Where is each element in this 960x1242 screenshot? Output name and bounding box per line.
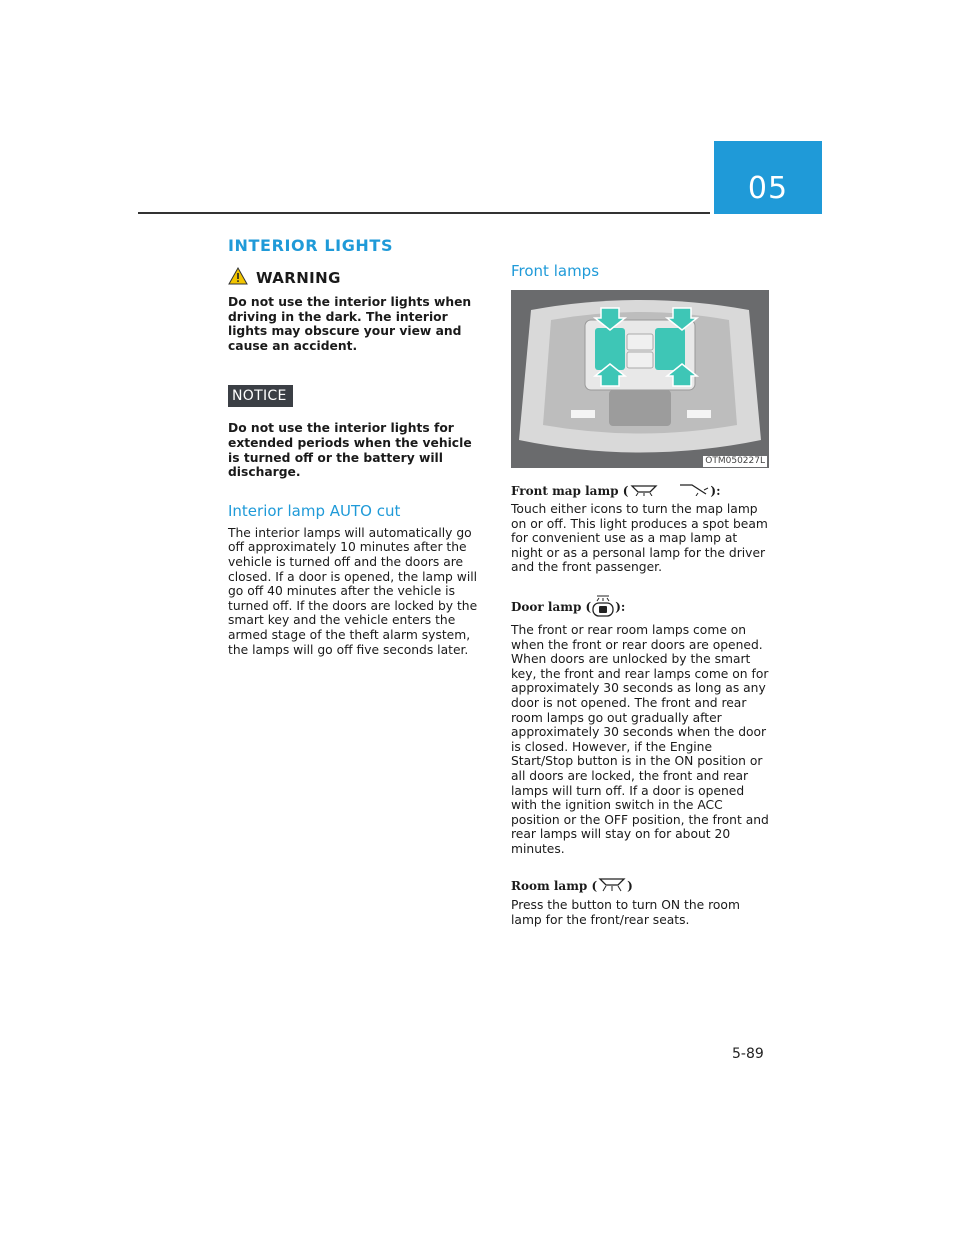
left-map-lamp-icon [628,482,660,499]
room-lamp-text: Press the button to turn ON the room lamp for the front/rear seats. [511,898,740,928]
map-lamp-text: Touch either icons to turn the map lamp on or off. This light produces a spot beam for convenient use as a map lamp at night or as a personal lamp for the driver and the front passenger. [511,502,768,575]
right-map-lamp-button [655,328,685,370]
section-title: INTERIOR LIGHTS [228,236,394,255]
map-lamp-title [511,482,769,499]
notice-text: Do not use the interior lights for extended periods when the vehicle is turned off or the battery will discharge. [228,421,472,480]
right-map-lamp-icon [678,482,710,499]
front-lamps-figure [511,290,769,468]
right-column [511,262,769,928]
door-lamp-title [511,595,769,620]
map-lamp-title-suffix: ): [710,483,721,498]
auto-cut-text: The interior lamps will automatically go off approximately 10 minutes after the vehicle is turned off and the doors are closed. If a door is opened, the lamp will go off 40 minutes after the vehicle is turned off. If the doors are locked by the smart key and the vehicle enters the armed stage of the theft alarm system, the lamps will go off five seconds later. [228,525,478,657]
chapter-tab: 05 [714,141,822,214]
warning-text: Do not use the interior lights when driving in the dark. The interior lights may obscure your view and cause an accident. [228,295,472,353]
room-lamp-icon [597,876,627,895]
map-lamp-title-prefix: Front map lamp ( [511,483,629,498]
header-rule [138,212,710,214]
door-lamp-text: The front or rear room lamps come on when the front or rear doors are opened. When doors are unlocked by the smart key, the front and rear lamps come on for approximately 30 seconds as long as any door is not opened. The front and rear room lamps go out gradually after approximately 30 seconds when the door is closed. However, if the Engine Start/Stop button is in the ON position or all doors are locked, the front and rear lamps will turn off. If a door is opened with the ignition switch in the ACC position or the OFF position, the front and rear lamps will stay on for about 20 minutes. [511,622,769,856]
figure-code: OTM050227L [705,456,765,466]
page-number: 5-89 [732,1046,764,1062]
warning-label: WARNING [256,269,341,287]
door-lamp-title-prefix: Door lamp ( [511,600,592,615]
warning-triangle-icon [228,267,248,289]
auto-cut-title: Interior lamp AUTO cut [228,501,401,520]
room-lamp-title-prefix: Room lamp ( [511,878,598,893]
warning-header [228,267,482,289]
room-lamp-title [511,876,769,895]
door-lamp-title-suffix: ): [615,600,626,615]
front-lamps-title: Front lamps [511,262,600,280]
overhead-console-illustration [511,290,769,468]
room-lamp-title-suffix: ) [627,878,633,893]
left-column [228,236,482,657]
door-lamp-icon [591,595,615,620]
notice-badge: NOTICE [228,385,293,407]
